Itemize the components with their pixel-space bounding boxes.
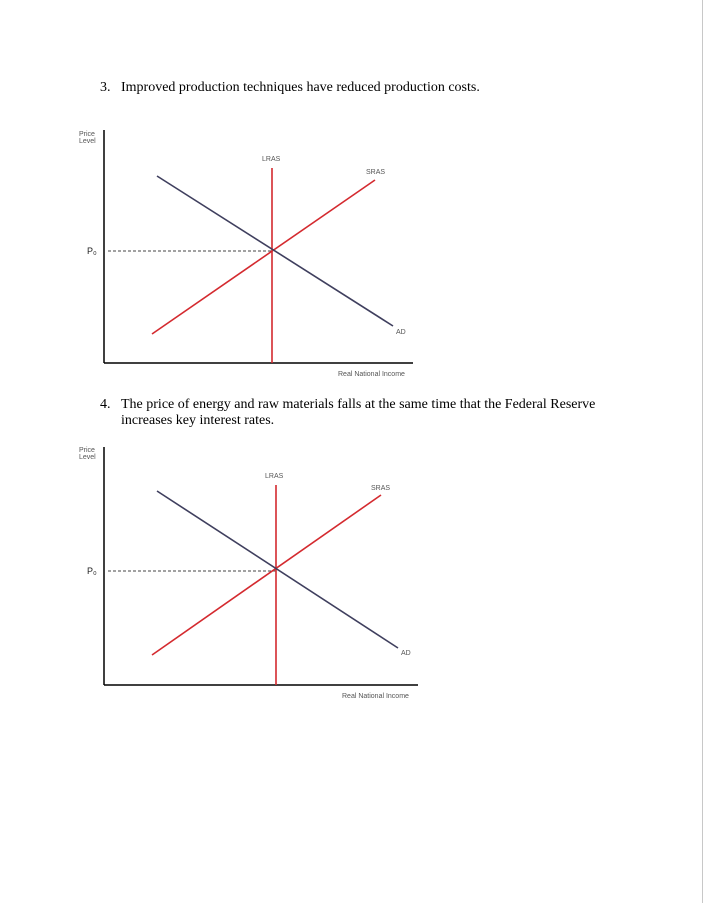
question-number: 3.	[100, 80, 111, 95]
lras-label: LRAS	[262, 156, 281, 163]
x-axis-label: Real National Income	[338, 371, 405, 378]
sras-curve	[152, 180, 375, 334]
sras-label: SRAS	[366, 169, 386, 176]
ad-label: AD	[396, 329, 406, 336]
x-axis-label: Real National Income	[342, 693, 409, 700]
ad-curve	[157, 491, 398, 648]
y-axis-label: Level	[79, 454, 96, 461]
price-label: P₀	[87, 246, 97, 256]
y-axis-label: Price	[79, 447, 95, 454]
diagram-4	[0, 442, 714, 702]
sras-label: SRAS	[371, 485, 391, 492]
question-number: 4.	[100, 397, 111, 412]
y-axis-label: Level	[79, 138, 96, 145]
ad-label: AD	[401, 650, 411, 657]
question-text: The price of energy and raw materials falls at the same time that the Federal Reserve increases key interest rates.	[121, 397, 596, 428]
price-label: P₀	[87, 566, 97, 576]
sras-curve	[152, 495, 381, 655]
ad-curve	[157, 176, 393, 326]
y-axis-label: Price	[79, 131, 95, 138]
lras-label: LRAS	[265, 473, 284, 480]
diagram-3	[0, 125, 714, 385]
question-text: Improved production techniques have reduced production costs.	[121, 80, 480, 95]
